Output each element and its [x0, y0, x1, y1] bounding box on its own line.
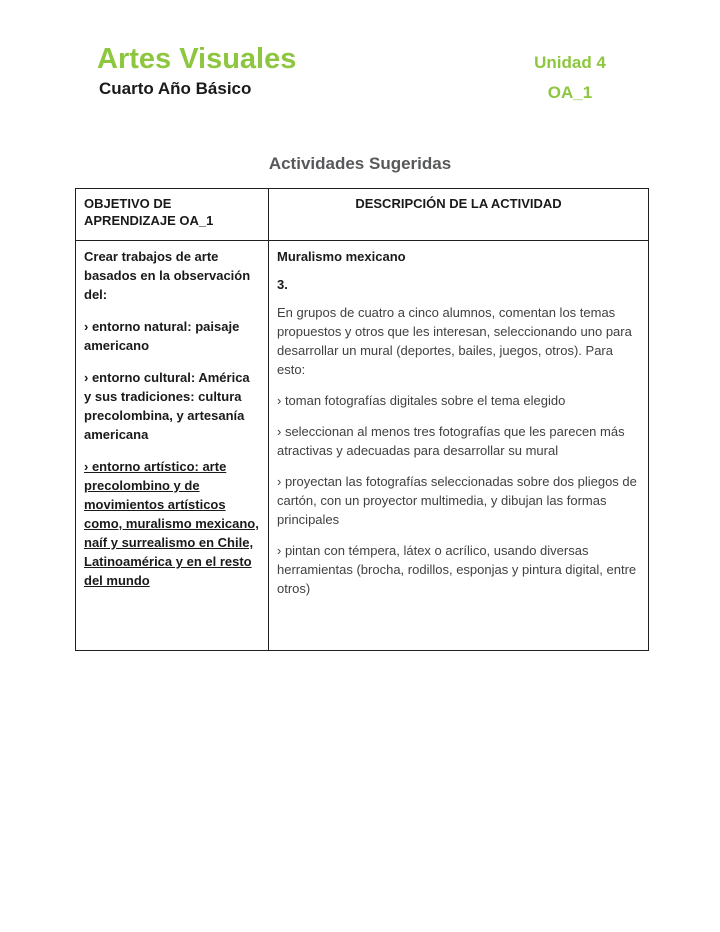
section-title: Actividades Sugeridas: [268, 154, 452, 173]
objective-item-artistico: › entorno artístico: arte precolombino y de movimientos artísticos como, muralismo mexicano, naíf y surrealismo en Chile, Latinoamérica y en el resto del mundo: [84, 459, 259, 588]
objective-item-cultural: › entorno cultural: América y sus tradiciones: cultura precolombina, y artesanía americana: [84, 370, 250, 442]
activity-title: Muralismo mexicano: [277, 249, 406, 264]
objective-cell: [76, 241, 269, 651]
activity-cell: [269, 241, 649, 651]
activity-step-1: › toman fotografías digitales sobre el tema elegido: [277, 393, 566, 408]
objective-column-header: OBJETIVO DE APRENDIZAJE OA_1: [76, 189, 269, 241]
course-title: Artes Visuales: [97, 43, 297, 75]
activity-step-3: › proyectan las fotografías seleccionadas sobre dos pliegos de cartón, con un proyector multimedia, y dibujan las formas principales: [277, 474, 637, 527]
activity-step-4: › pintan con témpera, látex o acrílico, usando diversas herramientas (brocha, rodillos, esponjas y pintura digital, entre otros): [277, 543, 637, 596]
header-right: [517, 52, 623, 104]
table-body-row: [76, 241, 649, 651]
grade-subtitle: Cuarto Año Básico: [99, 79, 252, 98]
activities-table: [75, 188, 649, 651]
objective-intro: Crear trabajos de arte basados en la observación del:: [84, 249, 251, 302]
activity-step-2: › seleccionan al menos tres fotografías que les parecen más atractivas y adecuadas para desarrollar su mural: [277, 424, 625, 458]
objective-item-natural: › entorno natural: paisaje americano: [84, 319, 240, 353]
activity-number: 3.: [277, 277, 288, 292]
header-left: [97, 42, 296, 100]
activity-column-header: DESCRIPCIÓN DE LA ACTIVIDAD: [269, 189, 649, 241]
table-header-row: [76, 189, 649, 241]
oa-label: OA_1: [547, 83, 593, 102]
document-header: [97, 42, 623, 104]
activity-intro: En grupos de cuatro a cinco alumnos, comentan los temas propuestos y otros que les interesan, seleccionando uno para desarrollar un mural (deportes, bailes, juegos, otros). Para esto:: [277, 305, 632, 377]
unit-label: Unidad 4: [534, 53, 606, 72]
